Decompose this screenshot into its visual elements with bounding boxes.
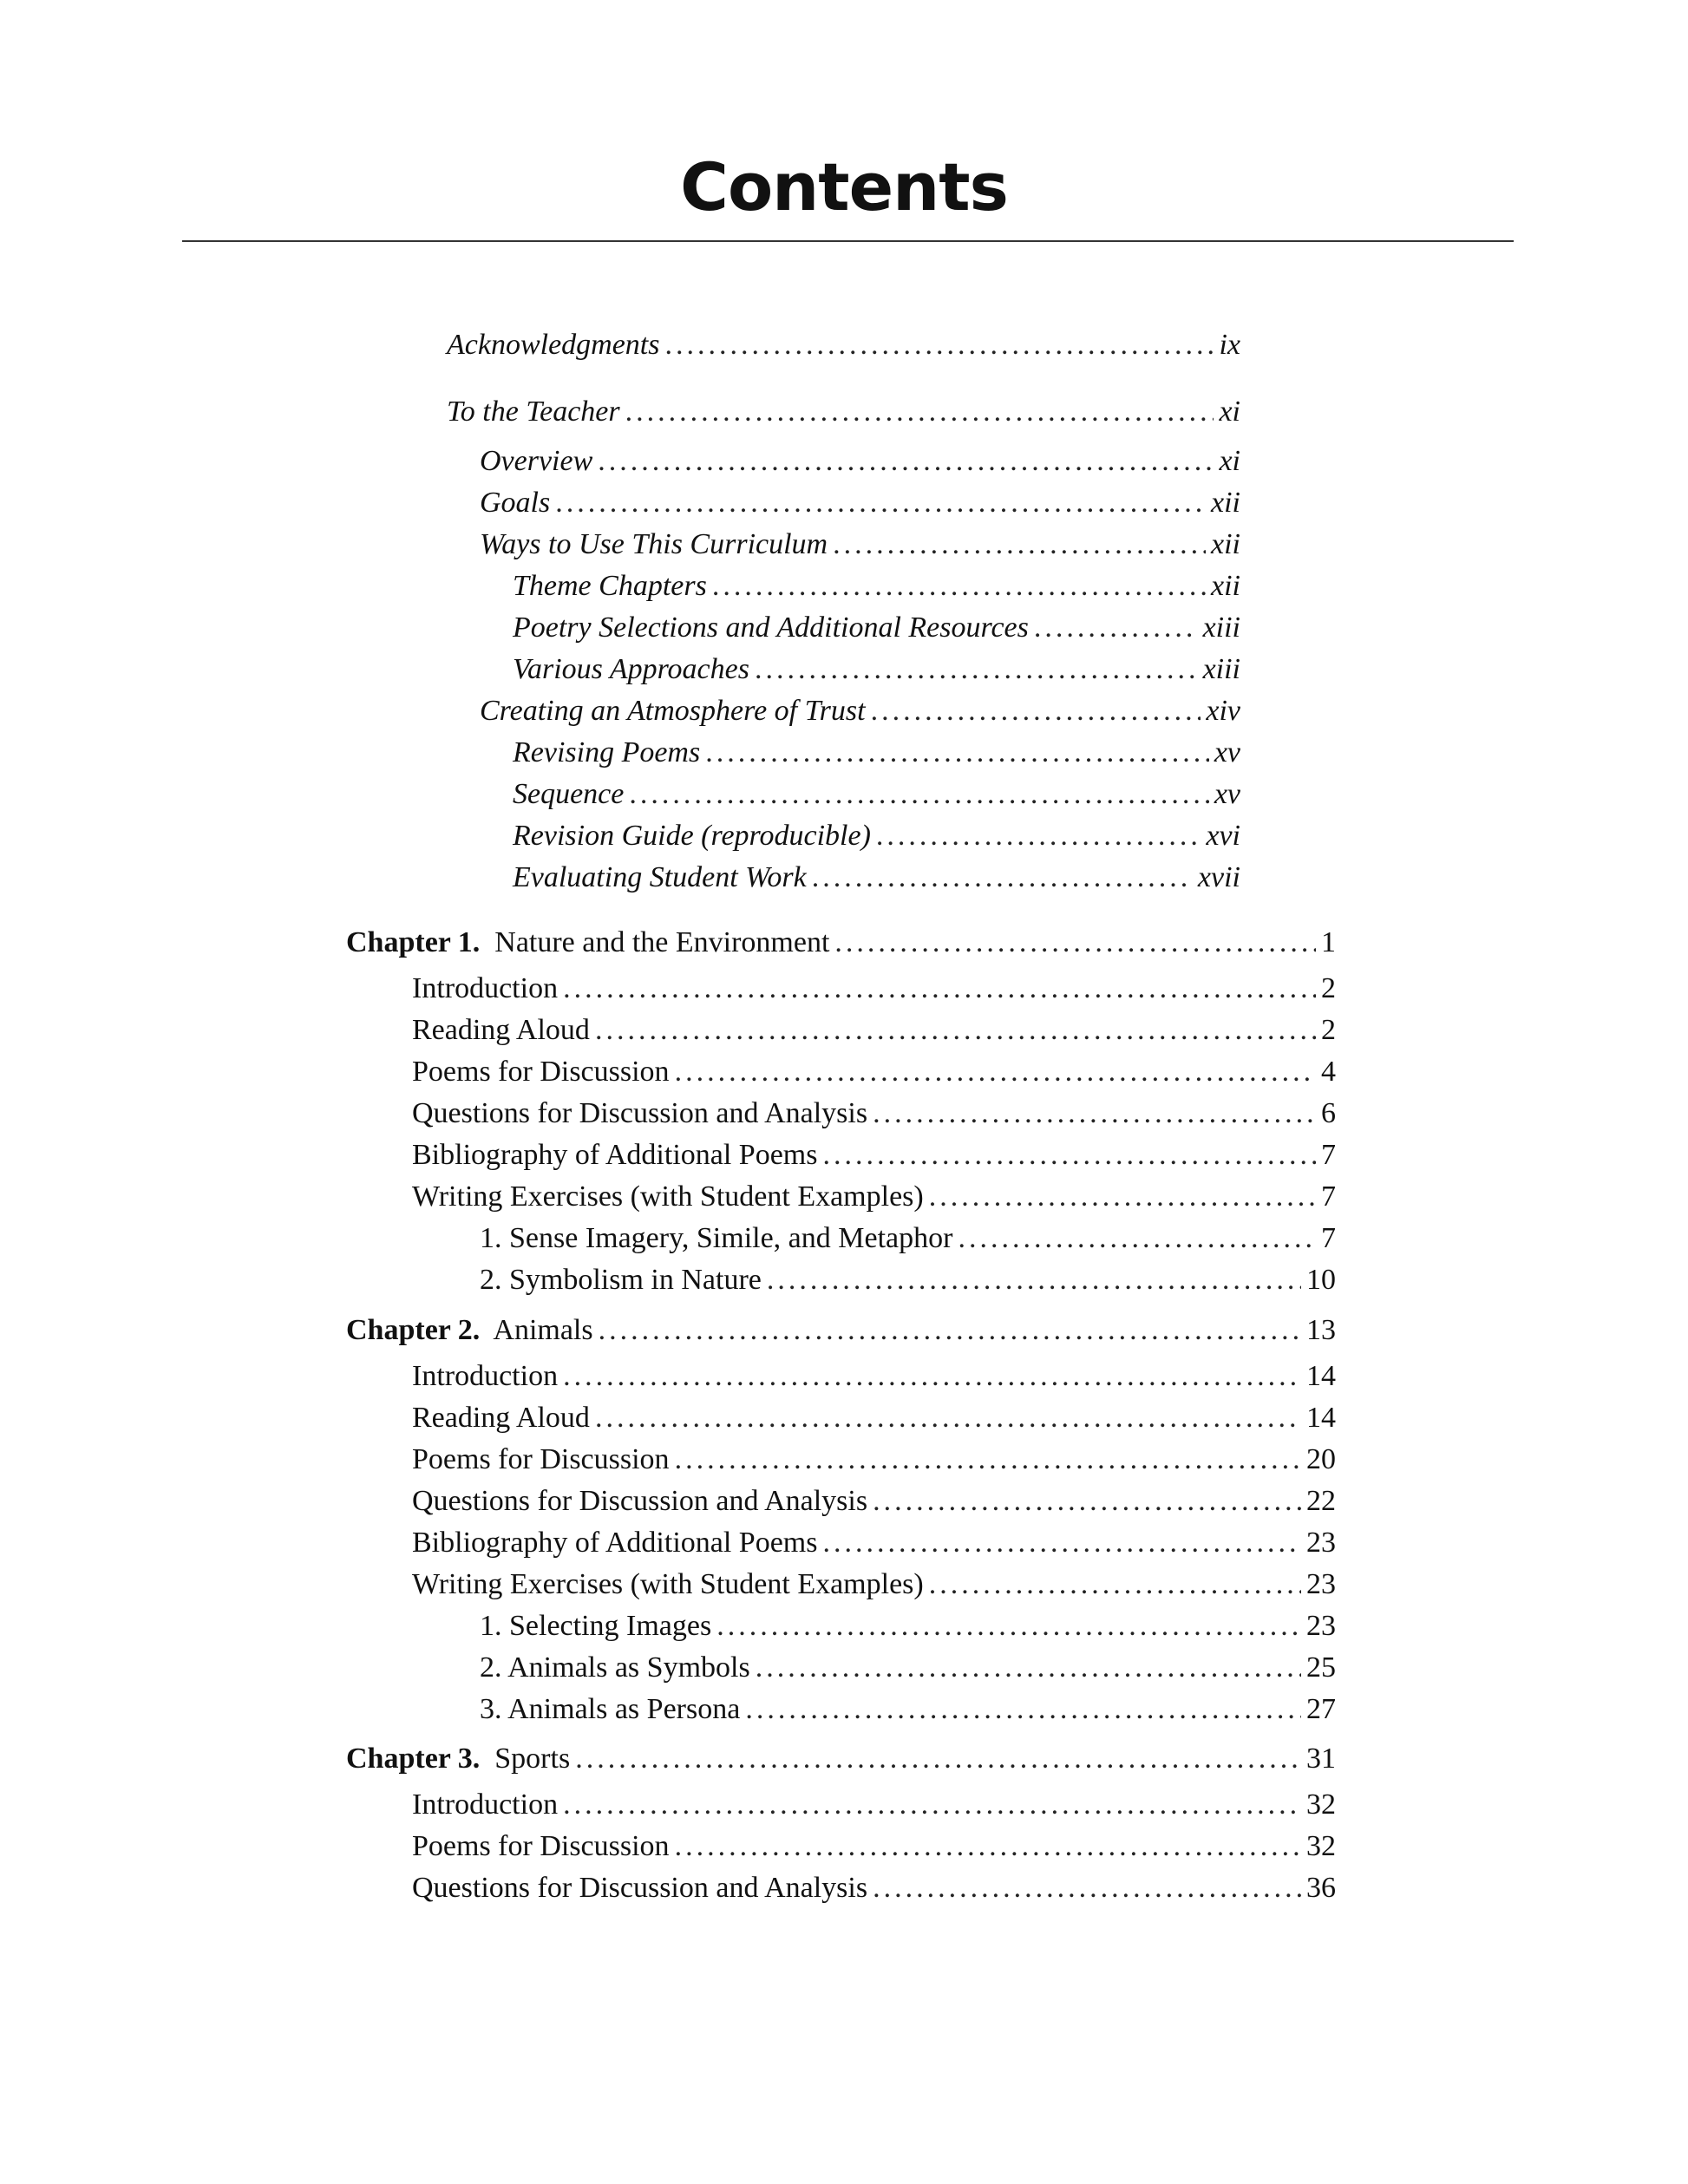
- toc-entry-label: 2. Symbolism in Nature: [480, 1264, 762, 1296]
- toc-chapter-1[interactable]: [346, 924, 1336, 962]
- toc-entry[interactable]: [412, 1178, 1336, 1216]
- toc-entry-label: Writing Exercises (with Student Examples): [412, 1568, 924, 1600]
- toc-entry-page: 25: [1306, 1651, 1336, 1684]
- toc-entry-page: 2: [1321, 1014, 1336, 1046]
- toc-entry-page: 22: [1306, 1485, 1336, 1517]
- dot-leader: [873, 1482, 1301, 1520]
- toc-entry-page: 4: [1321, 1056, 1336, 1088]
- toc-entry-page: xv: [1214, 736, 1240, 768]
- toc-entry-page: xiii: [1202, 611, 1240, 644]
- dot-leader: [598, 442, 1214, 481]
- toc-entry-page: 7: [1321, 1180, 1336, 1213]
- toc-entry-page: 14: [1306, 1402, 1336, 1434]
- dot-leader: [555, 484, 1206, 522]
- toc-entry-page: xiii: [1202, 653, 1240, 685]
- toc-entry[interactable]: [480, 1607, 1336, 1645]
- toc-entry-label: Reading Aloud: [412, 1014, 590, 1046]
- dot-leader: [822, 1524, 1301, 1562]
- toc-entry-acknowledgments[interactable]: [447, 326, 1240, 364]
- dot-leader: [595, 1011, 1316, 1049]
- dot-leader: [665, 326, 1214, 364]
- toc-entry-page: 7: [1321, 1139, 1336, 1171]
- chapter-number: Chapter 3.: [346, 1743, 481, 1775]
- dot-leader: [873, 1095, 1316, 1133]
- toc-entry-label: 3. Animals as Persona: [480, 1693, 741, 1725]
- toc-entry-page: 23: [1306, 1568, 1336, 1600]
- dot-leader: [873, 1869, 1301, 1907]
- dot-leader: [833, 526, 1206, 564]
- toc-entry-page: 32: [1306, 1788, 1336, 1821]
- toc-entry-label: 1. Sense Imagery, Simile, and Metaphor: [480, 1222, 953, 1254]
- toc-chapter-heading: [346, 1740, 570, 1778]
- toc-entry[interactable]: [480, 1690, 1336, 1729]
- toc-entry-page: xiv: [1206, 695, 1240, 727]
- toc-entry-page: xvii: [1197, 861, 1240, 893]
- toc-entry[interactable]: [412, 1053, 1336, 1091]
- toc-entry[interactable]: [412, 1786, 1336, 1824]
- toc-entry[interactable]: [412, 1011, 1336, 1049]
- dot-leader: [675, 1441, 1301, 1479]
- toc-entry-atmosphere-of-trust[interactable]: [480, 692, 1240, 730]
- toc-entry-page: 32: [1306, 1830, 1336, 1862]
- toc-entry-label: Introduction: [412, 972, 559, 1004]
- toc-entry[interactable]: [412, 1095, 1336, 1133]
- toc-entry-page: xvi: [1206, 820, 1240, 852]
- dot-leader: [1034, 609, 1198, 647]
- toc-entry-label: Poems for Discussion: [412, 1056, 670, 1088]
- toc-entry-label: Questions for Discussion and Analysis: [412, 1485, 868, 1517]
- toc-entry-page: xv: [1214, 778, 1240, 810]
- chapter-number: Chapter 2.: [346, 1314, 481, 1346]
- toc-entry-label: Reading Aloud: [412, 1402, 590, 1434]
- toc-entry-label: Questions for Discussion and Analysis: [412, 1097, 868, 1129]
- toc-chapter-heading: [346, 924, 829, 962]
- dot-leader: [929, 1566, 1301, 1604]
- dot-leader: [745, 1690, 1301, 1729]
- dot-leader: [595, 1399, 1301, 1437]
- toc-entry-page: 2: [1321, 972, 1336, 1004]
- toc-entry-page: 23: [1306, 1610, 1336, 1642]
- dot-leader: [563, 970, 1316, 1008]
- dot-leader: [755, 651, 1198, 689]
- dot-leader: [705, 734, 1209, 772]
- toc-entry-label: Poems for Discussion: [412, 1830, 670, 1862]
- toc-entry-poetry-selections[interactable]: [513, 609, 1240, 647]
- toc-entry[interactable]: [412, 1136, 1336, 1174]
- toc-entry-page: 10: [1306, 1264, 1336, 1296]
- toc-entry-label: Revision Guide (reproducible): [513, 820, 871, 852]
- toc-entry[interactable]: [412, 970, 1336, 1008]
- toc-entry-theme-chapters[interactable]: [513, 567, 1240, 605]
- toc-entry-page: 14: [1306, 1360, 1336, 1392]
- toc-entry[interactable]: [412, 1441, 1336, 1479]
- toc-entry-page: 27: [1306, 1693, 1336, 1725]
- toc-entry-label: Introduction: [412, 1788, 559, 1821]
- toc-entry-page: 1: [1321, 926, 1336, 958]
- toc-entry[interactable]: [412, 1566, 1336, 1604]
- toc-entry-label: Poems for Discussion: [412, 1443, 670, 1475]
- dot-leader: [625, 393, 1214, 431]
- toc-entry-page: 36: [1306, 1872, 1336, 1904]
- dot-leader: [871, 692, 1201, 730]
- dot-leader: [756, 1649, 1301, 1687]
- toc-entry[interactable]: [480, 1220, 1336, 1258]
- toc-entry-label: Overview: [480, 445, 593, 477]
- toc-entry[interactable]: [412, 1869, 1336, 1907]
- toc-entry-to-the-teacher[interactable]: [447, 393, 1240, 431]
- chapter-title: Animals: [493, 1314, 593, 1346]
- toc-entry-goals[interactable]: [480, 484, 1240, 522]
- toc-entry-page: xi: [1219, 445, 1240, 477]
- toc-chapter-2[interactable]: [346, 1311, 1336, 1350]
- dot-leader: [675, 1053, 1316, 1091]
- toc-entry-ways-to-use[interactable]: [480, 526, 1240, 564]
- toc-entry-sequence[interactable]: [513, 775, 1240, 814]
- toc-entry[interactable]: [412, 1828, 1336, 1866]
- toc-entry[interactable]: [480, 1649, 1336, 1687]
- toc-entry-page: xii: [1211, 487, 1240, 519]
- dot-leader: [563, 1357, 1301, 1396]
- dot-leader: [629, 775, 1208, 814]
- toc-entry-page: ix: [1219, 329, 1240, 361]
- chapter-title: Sports: [494, 1743, 571, 1775]
- dot-leader: [767, 1261, 1301, 1299]
- chapter-title: Nature and the Environment: [494, 926, 830, 958]
- toc-chapter-3[interactable]: [346, 1740, 1336, 1778]
- dot-leader: [599, 1311, 1301, 1350]
- toc-entry-label: Sequence: [513, 778, 625, 810]
- toc-entry[interactable]: [412, 1524, 1336, 1562]
- toc-entry-label: Creating an Atmosphere of Trust: [480, 695, 866, 727]
- dot-leader: [876, 817, 1201, 855]
- dot-leader: [812, 859, 1193, 897]
- toc-entry[interactable]: [412, 1357, 1336, 1396]
- dot-leader: [822, 1136, 1316, 1174]
- toc-entry-label: Various Approaches: [513, 653, 749, 685]
- dot-leader: [563, 1786, 1301, 1824]
- toc-entry-label: Writing Exercises (with Student Examples): [412, 1180, 924, 1213]
- toc-entry-label: Evaluating Student Work: [513, 861, 807, 893]
- toc-entry-label: Introduction: [412, 1360, 559, 1392]
- toc-entry-label: Bibliography of Additional Poems: [412, 1139, 818, 1171]
- page-title: Contents: [680, 148, 1008, 226]
- toc-entry[interactable]: [480, 1261, 1336, 1299]
- toc-entry-revising-poems[interactable]: [513, 734, 1240, 772]
- toc-entry-label: Revising Poems: [513, 736, 701, 768]
- toc-entry-various-approaches[interactable]: [513, 651, 1240, 689]
- dot-leader: [575, 1740, 1301, 1778]
- toc-entry-revision-guide[interactable]: [513, 817, 1240, 855]
- dot-leader: [929, 1178, 1316, 1216]
- toc-entry-label: Goals: [480, 487, 551, 519]
- toc-entry[interactable]: [412, 1482, 1336, 1520]
- toc-entry-label: Ways to Use This Curriculum: [480, 528, 828, 560]
- toc-entry-page: 23: [1306, 1527, 1336, 1559]
- dot-leader: [834, 924, 1316, 962]
- dot-leader: [716, 1607, 1301, 1645]
- toc-entry-page: xi: [1219, 396, 1240, 428]
- toc-entry-label: Theme Chapters: [513, 570, 707, 602]
- dot-leader: [958, 1220, 1316, 1258]
- toc-entry-label: 2. Animals as Symbols: [480, 1651, 750, 1684]
- toc-entry-page: 20: [1306, 1443, 1336, 1475]
- toc-entry-evaluating-student-work[interactable]: [513, 859, 1240, 897]
- toc-entry-label: To the Teacher: [447, 396, 620, 428]
- toc-entry-page: 6: [1321, 1097, 1336, 1129]
- dot-leader: [712, 567, 1206, 605]
- toc-entry-overview[interactable]: [480, 442, 1240, 481]
- toc-entry[interactable]: [412, 1399, 1336, 1437]
- toc-entry-page: xii: [1211, 570, 1240, 602]
- dot-leader: [675, 1828, 1301, 1866]
- toc-entry-page: 13: [1306, 1314, 1336, 1346]
- toc-entry-page: 31: [1306, 1743, 1336, 1775]
- toc-entry-page: 7: [1321, 1222, 1336, 1254]
- toc-entry-label: Acknowledgments: [447, 329, 660, 361]
- toc-entry-label: Bibliography of Additional Poems: [412, 1527, 818, 1559]
- toc-entry-page: xii: [1211, 528, 1240, 560]
- toc-chapter-heading: [346, 1311, 593, 1350]
- toc-entry-label: Poetry Selections and Additional Resources: [513, 611, 1029, 644]
- toc-entry-label: 1. Selecting Images: [480, 1610, 712, 1642]
- toc-entry-label: Questions for Discussion and Analysis: [412, 1872, 868, 1904]
- chapter-number: Chapter 1.: [346, 926, 481, 958]
